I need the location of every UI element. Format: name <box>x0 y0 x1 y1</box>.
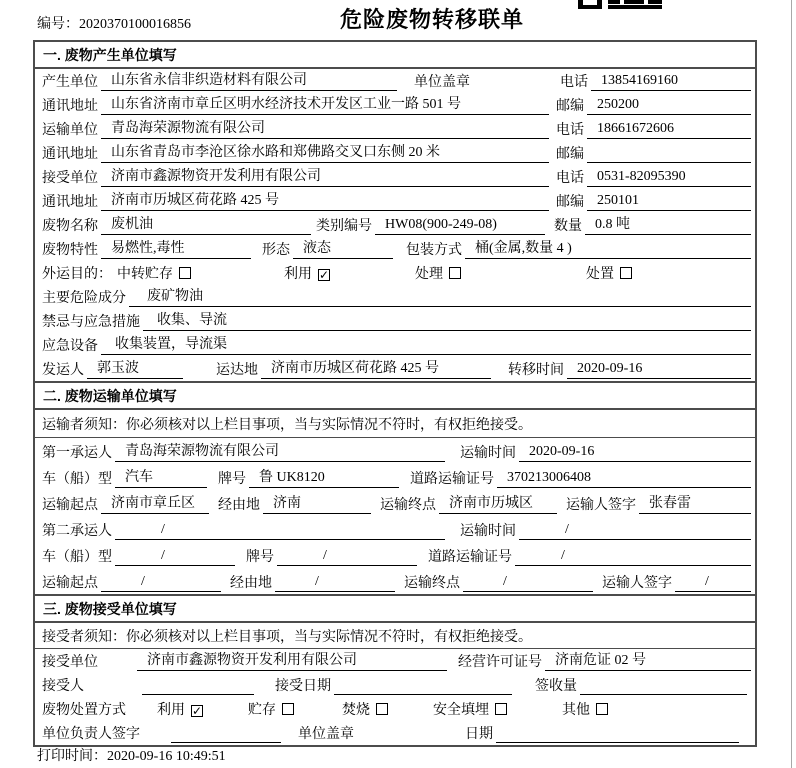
field-label: 日期 <box>465 727 493 742</box>
document-number-value: 2020370100016856 <box>79 17 191 32</box>
option-label: 中转贮存 <box>117 267 173 282</box>
option-label: 处理 <box>415 267 443 282</box>
qr-block <box>624 0 644 4</box>
field-value-underline: / <box>275 573 395 592</box>
section-title: 三. 废物接受单位填写 <box>35 596 755 623</box>
field-value-underline: / <box>515 547 751 566</box>
form-row-hazard-components <box>35 285 755 309</box>
document-number-label: 编号： <box>37 17 79 32</box>
field-value-underline: / <box>277 547 417 566</box>
form-row-disposal-method <box>35 697 755 721</box>
field-value-underline: 250101 <box>587 192 751 211</box>
field-value-underline: 桶(金属,数量 4 ) <box>465 240 751 259</box>
form-row-recipient <box>35 673 755 697</box>
field-label: 运输终点 <box>380 498 436 513</box>
field-label: 第二承运人 <box>42 524 112 539</box>
field-label: 运达地 <box>216 363 258 378</box>
field-label: 禁忌与应急措施 <box>42 315 140 330</box>
field-label: 邮编 <box>556 99 584 114</box>
field-label: 单位负责人签字 <box>42 727 140 742</box>
field-label: 车（船）型 <box>42 472 112 487</box>
field-label: 经营许可证号 <box>458 655 542 670</box>
form-row-waste-name <box>35 213 755 237</box>
field-label: 邮编 <box>556 195 584 210</box>
field-value-underline: 370213006408 <box>497 469 751 488</box>
field-label: 外运目的： <box>42 267 112 282</box>
qr-block <box>608 0 620 4</box>
field-label: 运输单位 <box>42 123 98 138</box>
field-label: 道路运输证号 <box>410 472 494 487</box>
option-label: 贮存 <box>248 703 276 718</box>
field-value-underline: 0.8 吨 <box>585 216 751 235</box>
field-value-underline: / <box>463 573 593 592</box>
disposal-option <box>157 699 203 719</box>
field-value-underline: 收集、导流 <box>143 312 751 331</box>
qr-block <box>648 0 662 4</box>
field-value-underline: 汽车 <box>115 469 207 488</box>
section-waste-receiver <box>33 594 757 747</box>
field-label: 通讯地址 <box>42 195 98 210</box>
form-row-signatures <box>35 721 755 745</box>
purpose-option <box>117 263 191 283</box>
field-label: 废物处置方式 <box>42 703 126 718</box>
field-value-underline: 济南市历城区 <box>439 495 557 514</box>
field-label: 通讯地址 <box>42 147 98 162</box>
field-value-underline: 山东省济南市章丘区明水经济技术开发区工业一路 501 号 <box>101 96 549 115</box>
checkbox-icon <box>620 267 632 279</box>
option-label: 处置 <box>586 267 614 282</box>
checkbox-checked-icon: ✓ <box>192 704 203 718</box>
field-label: 运输时间 <box>460 446 516 461</box>
field-label: 电话 <box>556 171 584 186</box>
field-value-underline: 18661672606 <box>587 120 751 139</box>
field-value-underline: 2020-09-16 <box>567 360 751 379</box>
field-label: 经由地 <box>218 498 260 513</box>
field-value-underline: 13854169160 <box>591 72 751 91</box>
field-label: 数量 <box>554 219 582 234</box>
option-label: 安全填埋 <box>433 703 489 718</box>
field-value-underline: / <box>101 573 221 592</box>
section-title: 一. 废物产生单位填写 <box>35 42 755 69</box>
field-value-underline: 济南市历城区荷花路 425 号 <box>101 192 549 211</box>
form-row-producer <box>35 69 755 93</box>
field-label: 签收量 <box>535 679 577 694</box>
field-value-underline: 青岛海荣源物流有限公司 <box>115 443 445 462</box>
field-value-underline: 液态 <box>293 240 393 259</box>
checkbox-icon <box>596 703 608 715</box>
field-label: 通讯地址 <box>42 99 98 114</box>
print-time <box>37 745 226 765</box>
field-value-underline: 济南市鑫源物资开发利用有限公司 <box>101 168 549 187</box>
field-value-underline: 易燃性,毒性 <box>101 240 251 259</box>
field-label: 运输终点 <box>404 576 460 591</box>
field-value-underline: 收集装置，导流渠 <box>101 336 751 355</box>
page-right-edge <box>791 0 792 768</box>
field-value-underline: 济南危证 02 号 <box>545 652 751 671</box>
print-time-value: 2020-09-16 10:49:51 <box>107 749 226 764</box>
field-value-underline: 废矿物油 <box>129 288 751 307</box>
field-value-underline: 郭玉波 <box>87 360 183 379</box>
field-value-underline <box>334 676 512 695</box>
form-row-waste-traits <box>35 237 755 261</box>
field-value-underline: 济南市历城区荷花路 425 号 <box>261 360 491 379</box>
document-number <box>37 13 191 33</box>
field-label: 运输时间 <box>460 524 516 539</box>
form-row-first-carrier <box>35 438 755 464</box>
field-value-underline <box>142 676 254 695</box>
checkbox-icon <box>282 703 294 715</box>
field-label: 单位盖章 <box>414 75 470 90</box>
field-label: 牌号 <box>218 472 246 487</box>
receiver-notice: 接受者须知：你必须核对以上栏目事项，当与实际情况不符时，有权拒绝接受。 <box>35 623 755 649</box>
transfer-manifest-form <box>33 40 757 747</box>
checkbox-checked-icon: ✓ <box>319 268 330 282</box>
field-label: 电话 <box>556 123 584 138</box>
field-label: 单位盖章 <box>298 727 354 742</box>
field-value-underline: 废机油 <box>101 216 311 235</box>
field-value-underline: 济南 <box>263 495 371 514</box>
field-value-underline: 济南市鑫源物资开发利用有限公司 <box>137 652 447 671</box>
disposal-option <box>433 699 507 719</box>
field-value-underline <box>587 144 751 163</box>
field-value-underline: / <box>115 521 445 540</box>
field-value-underline: 济南市章丘区 <box>101 495 209 514</box>
field-value-underline: 0531-82095390 <box>587 168 751 187</box>
form-row-vehicle-2 <box>35 542 755 568</box>
form-row-shipper <box>35 357 755 381</box>
checkbox-icon <box>495 703 507 715</box>
field-label: 邮编 <box>556 147 584 162</box>
form-row-route <box>35 490 755 516</box>
field-label: 运输起点 <box>42 498 98 513</box>
field-label: 接受人 <box>42 679 84 694</box>
transporter-notice: 运输者须知：你必须核对以上栏目事项，当与实际情况不符时，有权拒绝接受。 <box>35 410 755 438</box>
page-title: 危险废物转移联单 <box>340 7 525 32</box>
option-label: 其他 <box>562 703 590 718</box>
field-label: 包装方式 <box>406 243 462 258</box>
purpose-option <box>586 263 632 283</box>
field-label: 接受单位 <box>42 655 98 670</box>
field-label: 废物特性 <box>42 243 98 258</box>
option-label: 焚烧 <box>342 703 370 718</box>
field-value-underline: 张春雷 <box>639 495 751 514</box>
field-label: 接受单位 <box>42 171 98 186</box>
field-label: 电话 <box>560 75 588 90</box>
option-label: 利用 <box>157 703 185 718</box>
form-row-producer-address <box>35 93 755 117</box>
option-label: 利用 <box>284 267 312 282</box>
field-value-underline: / <box>675 573 751 592</box>
field-label: 运输人签字 <box>566 498 636 513</box>
checkbox-icon <box>179 267 191 279</box>
print-time-label: 打印时间： <box>37 749 107 764</box>
field-label: 形态 <box>262 243 290 258</box>
field-value-underline: 山东省永信非织造材料有限公司 <box>101 72 397 91</box>
form-row-second-carrier <box>35 516 755 542</box>
form-row-route-2 <box>35 568 755 594</box>
field-value-underline: 2020-09-16 <box>519 443 751 462</box>
section-waste-transporter <box>33 381 757 596</box>
form-row-emergency-equipment <box>35 333 755 357</box>
qr-block <box>608 5 662 9</box>
disposal-option <box>562 699 608 719</box>
field-value-underline: HW08(900-249-08) <box>375 216 545 235</box>
field-label: 转移时间 <box>508 363 564 378</box>
disposal-option <box>248 699 294 719</box>
form-row-receiving-unit <box>35 649 755 673</box>
field-value-underline <box>580 676 747 695</box>
field-value-underline <box>171 724 281 743</box>
field-label: 车（船）型 <box>42 550 112 565</box>
checkbox-icon <box>449 267 461 279</box>
field-label: 道路运输证号 <box>428 550 512 565</box>
qr-code-fragment <box>578 0 662 9</box>
form-row-transfer-purpose <box>35 261 755 285</box>
form-row-transporter <box>35 117 755 141</box>
field-label: 应急设备 <box>42 339 98 354</box>
section-title: 二. 废物运输单位填写 <box>35 383 755 410</box>
field-label: 牌号 <box>246 550 274 565</box>
form-row-receiver <box>35 165 755 189</box>
field-label: 类别编号 <box>316 219 372 234</box>
field-value-underline <box>496 724 739 743</box>
section-waste-generator <box>33 40 757 383</box>
qr-block <box>578 0 602 9</box>
form-row-transporter-address <box>35 141 755 165</box>
purpose-option <box>415 263 461 283</box>
field-value-underline: 青岛海荣源物流有限公司 <box>101 120 549 139</box>
field-label: 运输起点 <box>42 576 98 591</box>
checkbox-icon <box>376 703 388 715</box>
form-row-vehicle <box>35 464 755 490</box>
field-label: 经由地 <box>230 576 272 591</box>
field-label: 发运人 <box>42 363 84 378</box>
field-value-underline: 山东省青岛市李沧区徐水路和郑佛路交叉口东侧 20 米 <box>101 144 549 163</box>
form-row-receiver-address <box>35 189 755 213</box>
field-label: 主要危险成分 <box>42 291 126 306</box>
field-value-underline: 鲁 UK8120 <box>249 469 399 488</box>
field-label: 接受日期 <box>275 679 331 694</box>
field-label: 产生单位 <box>42 75 98 90</box>
form-row-emergency-measures <box>35 309 755 333</box>
field-value-underline: 250200 <box>587 96 751 115</box>
field-label: 运输人签字 <box>602 576 672 591</box>
field-label: 第一承运人 <box>42 446 112 461</box>
field-value-underline: / <box>519 521 751 540</box>
purpose-option <box>284 263 330 283</box>
field-value-underline: / <box>115 547 235 566</box>
disposal-option <box>342 699 388 719</box>
field-label: 废物名称 <box>42 219 98 234</box>
